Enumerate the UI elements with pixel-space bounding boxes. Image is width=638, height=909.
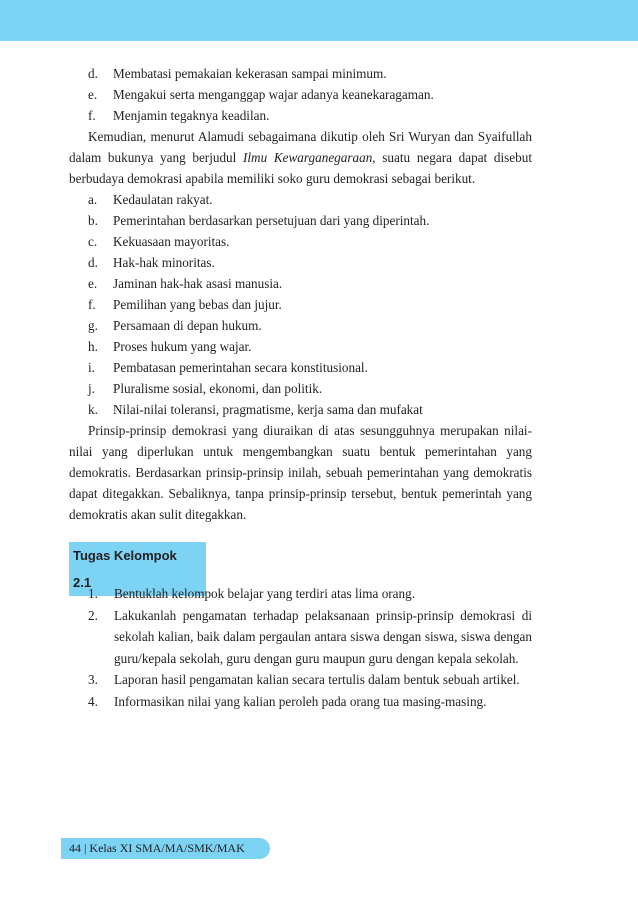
book-title: Ilmu Kewarganegaraan [243, 150, 373, 165]
list-label: b. [88, 213, 98, 228]
list-item [69, 315, 532, 336]
list-label: c. [88, 234, 98, 249]
list-label: k. [88, 402, 98, 417]
list-text: Pemerintahan berdasarkan persetujuan dari yang diperintah. [113, 213, 430, 228]
paragraph-alamudi [69, 126, 532, 189]
list-item [69, 84, 532, 105]
list-label: j. [88, 381, 95, 396]
list-label: e. [88, 87, 98, 102]
tugas-heading: Tugas Kelompok 2.1 [69, 542, 206, 596]
list-item [69, 669, 532, 691]
list-label: 4. [88, 693, 98, 709]
list-text: Pembatasan pemerintahan secara konstitusional. [113, 360, 368, 375]
list-label: f. [88, 297, 96, 312]
list-label: 1. [88, 586, 98, 601]
paragraph-prinsip: Prinsip-prinsip demokrasi yang diuraikan di atas sesungguhnya merupakan nilai-nilai yang diperlukan untuk mengembangkan suatu bentuk pemerintahan yang demokratis. Berdasarkan prinsip-prinsip inilah, sebuah pemerintahan yang demokratis dapat ditegakkan. Sebaliknya, tanpa prinsip-prinsip tersebut, bentuk pemerintah yang demokratis akan sulit ditegakkan. [69, 423, 532, 522]
list-text: Jaminan hak-hak asasi manusia. [113, 276, 283, 291]
paragraph-text-before: Kemudian, menurut Alamudi sebagaimana dikutip oleh Sri Wuryan dan Syaifullah dalam bukunya yang berjudul [69, 129, 532, 165]
list-item [69, 189, 532, 210]
list-item [69, 357, 532, 378]
soko-guru-list [69, 189, 532, 420]
list-text: Pluralisme sosial, ekonomi, dan politik. [113, 381, 323, 396]
list-text: Hak-hak minoritas. [113, 255, 215, 270]
list-label: 2. [88, 607, 98, 623]
list-label: 3. [88, 672, 98, 687]
list-text: Informasikan nilai yang kalian peroleh pada orang tua masing-masing. [114, 693, 487, 709]
list-item [69, 583, 532, 605]
list-label: i. [88, 360, 95, 375]
list-item [69, 691, 532, 713]
list-label: d. [88, 255, 98, 270]
list-text: Nilai-nilai toleransi, pragmatisme, kerja sama dan mufakat [113, 402, 423, 417]
list-text: Lakukanlah pengamatan terhadap pelaksanaan prinsip-prinsip demokrasi di sekolah kalian, baik dalam pergaulan antara siswa dengan siswa, siswa dengan guru/kepala sekolah, guru dengan guru maupun guru dengan kepala sekolah. [114, 607, 532, 666]
page-content [69, 63, 532, 712]
list-item [69, 210, 532, 231]
list-label: d. [88, 66, 98, 81]
list-text: Kedaulatan rakyat. [113, 192, 213, 207]
list-item [69, 399, 532, 420]
tugas-heading-wrap [69, 542, 532, 590]
list-text: Persamaan di depan hukum. [113, 318, 262, 333]
list-item [69, 294, 532, 315]
list-item [69, 378, 532, 399]
list-text: Bentuklah kelompok belajar yang terdiri atas lima orang. [114, 586, 416, 601]
tugas-list [69, 583, 532, 712]
intro-list [69, 63, 532, 126]
list-item [69, 273, 532, 294]
list-item [69, 105, 532, 126]
list-text: Proses hukum yang wajar. [113, 339, 252, 354]
list-item [69, 63, 532, 84]
list-label: h. [88, 339, 98, 354]
list-text: Pemilihan yang bebas dan jujur. [113, 297, 282, 312]
list-label: g. [88, 318, 98, 333]
list-label: f. [88, 108, 96, 123]
list-item [69, 605, 532, 670]
list-label: a. [88, 192, 98, 207]
list-item [69, 231, 532, 252]
list-item [69, 336, 532, 357]
list-item [69, 252, 532, 273]
list-text: Kekuasaan mayoritas. [113, 234, 230, 249]
list-text: Membatasi pemakaian kekerasan sampai minimum. [113, 66, 387, 81]
paragraph-text-after: , suatu negara dapat disebut berbudaya demokrasi apabila memiliki soko guru demokrasi sebagai berikut. [69, 150, 532, 186]
top-header-band [0, 0, 638, 41]
list-text: Menjamin tegaknya keadilan. [113, 108, 270, 123]
page-footer: 44 | Kelas XI SMA/MA/SMK/MAK [61, 838, 270, 859]
list-label: e. [88, 276, 98, 291]
list-text: Mengakui serta menganggap wajar adanya keanekaragaman. [113, 87, 434, 102]
list-text: Laporan hasil pengamatan kalian secara tertulis dalam bentuk sebuah artikel. [114, 672, 520, 687]
